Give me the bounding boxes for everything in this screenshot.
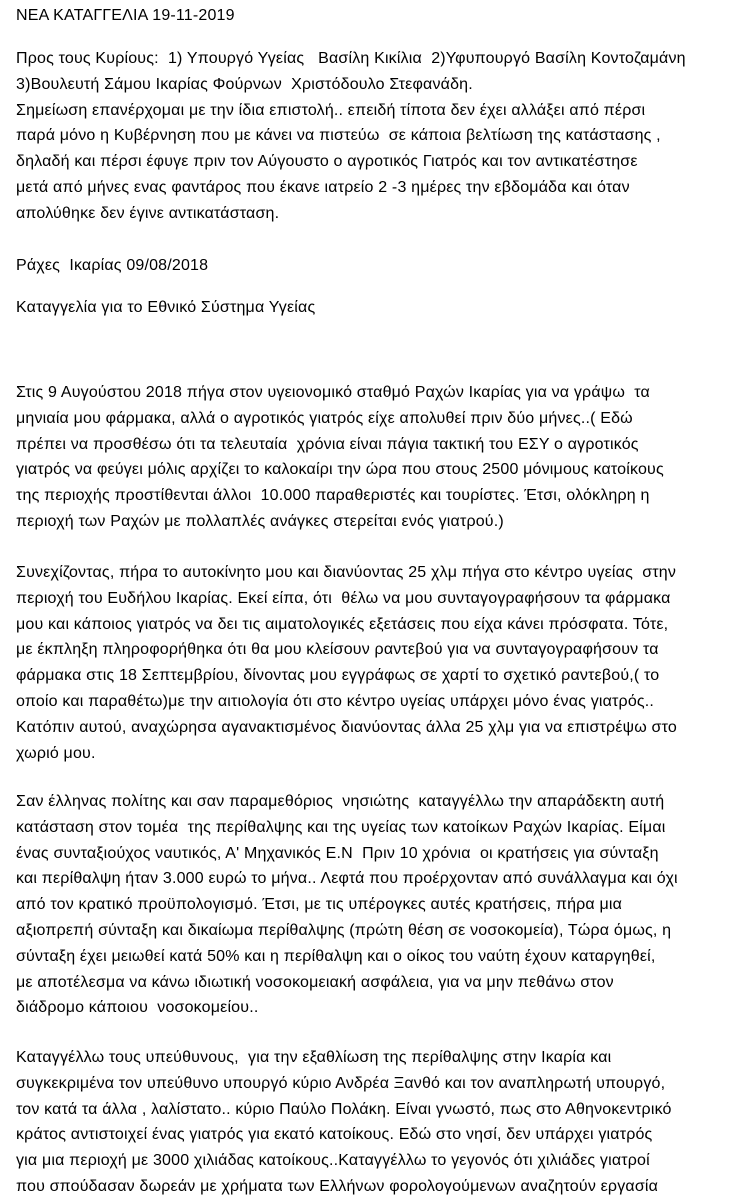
paragraph-line: που σπούδασαν δωρεάν με χρήματα των Ελλήνων φορολογούμενων αναζητούν εργασία — [16, 1177, 659, 1195]
addressees-block — [16, 46, 686, 227]
note-line: Σημείωση επανέρχομαι με την ίδια επιστολή.. επειδή τίποτα δεν έχει αλλάξει από πέρσι — [16, 101, 646, 119]
paragraph-line: Σαν έλληνας πολίτης και σαν παραμεθόριος νησιώτης καταγγέλλω την απαράδεκτη αυτή — [16, 793, 665, 810]
note-line: δηλαδή και πέρσι έφυγε πριν τον Αύγουστο ο αγροτικός Γιατρός και τον αντικατέστησε — [16, 153, 638, 171]
paragraph — [16, 560, 677, 766]
paragraph-line: συγκεκριμένα τον υπεύθυνο υπουργό κύριο Ανδρέα Ξανθό και τον αναπληρωτή υπουργό, — [16, 1074, 666, 1092]
letter-date: Ράχες Ικαρίας 09/08/2018 — [16, 257, 209, 274]
paragraph-line: της περιοχής προστίθενται άλλοι 10.000 παραθεριστές και τουρίστες. Έτσι, ολόκληρη η — [16, 487, 650, 505]
paragraph-line: αξιοπρεπή σύνταξη και δικαίωμα περίθαλψης (πρώτη θέση σε νοσοκομεία), Τώρα όμως, η — [16, 921, 672, 939]
paragraph — [16, 789, 678, 1021]
document-title: ΝΕΑ ΚΑΤΑΓΓΕΛΙΑ 19-11-2019 — [16, 7, 235, 24]
paragraph-line: πρέπει να προσθέσω ότι τα τελευταία χρόνια είναι πάγια τακτική του ΕΣΥ ο αγροτικός — [16, 435, 639, 453]
paragraph-line: Συνεχίζοντας, πήρα το αυτοκίνητο μου και διανύοντας 25 χλμ πήγα στο κέντρο υγείας στην — [16, 564, 677, 581]
paragraph — [16, 1045, 672, 1200]
paragraph-line: με έκπληξη πληροφορήθηκα ότι θα μου κλείσουν ραντεβού για να συνταγογραφήσουν τα — [16, 641, 659, 659]
paragraph-line: Καταγγέλλω τους υπεύθυνους, για την εξαθλίωση της περίθαλψης στην Ικαρία και — [16, 1049, 612, 1066]
paragraph-line: περιοχή του Ευδήλου Ικαρίας. Εκεί είπα, ότι θέλω να μου συνταγογραφήσουν τα φάρμακα — [16, 589, 671, 607]
paragraph-line: περιοχή των Ραχών με πολλαπλές ανάγκες στερείται ενός γιατρού.) — [16, 512, 504, 530]
paragraph-line: σύνταξη έχει μειωθεί κατά 50% και η περίθαλψη και ο οίκος του ναύτη έχουν καταργηθεί, — [16, 947, 656, 965]
paragraph-line: Κατόπιν αυτού, αναχώρησα αγανακτισμένος διανύοντας άλλα 25 χλμ για να επιστρέψω στο — [16, 718, 677, 736]
addressees-line: Προς τους Κυρίους: 1) Υπουργό Υγείας Βασίλη Κικίλια 2)Υφυπουργό Βασίλη Κοντοζαμάνη — [16, 50, 686, 67]
paragraph-line: μου και κάποιος γιατρός να δει τις αιματολογικές εξετάσεις που είχα κάνει πρόσφατα. Τότε, — [16, 615, 669, 633]
paragraph-line: γιατρός να φεύγει μόλις αρχίζει το καλοκαίρι την ώρα που στους 2500 μόνιμους κατοίκους — [16, 461, 664, 479]
paragraph-line: και περίθαλψη ήταν 3.000 ευρώ το μήνα.. Λεφτά που προέρχονταν από συνάλλαγμα και όχι — [16, 870, 678, 888]
paragraph-line: Στις 9 Αυγούστου 2018 πήγα στον υγειονομικό σταθμό Ραχών Ικαρίας για να γράψω τα — [16, 384, 650, 401]
paragraph — [16, 380, 664, 535]
paragraph-line: χωριό μου. — [16, 744, 96, 762]
paragraph-line: για μια περιοχή με 3000 χιλιάδας κατοίκους..Καταγγέλλω το γεγονός ότι χιλιάδες γιατροί — [16, 1152, 650, 1170]
paragraph-line: κατάσταση στον τομέα της περίθαλψης και της υγείας των κατοίκων Ραχών Ικαρίας. Είμαι — [16, 818, 666, 836]
letter-subject: Καταγγελία για το Εθνικό Σύστημα Υγείας — [16, 299, 316, 316]
note-line: μετά από μήνες ενας φαντάρος που έκανε ιατρείο 2 -3 ημέρες την εβδομάδα και όταν — [16, 178, 630, 196]
paragraph-line: από τον κρατικό προϋπολογισμό. Έτσι, με τις υπέρογκες αυτές κρατήσεις, πήρα μια — [16, 896, 623, 914]
paragraph-line: τον κατά τα άλλα , λαλίστατο.. κύριο Παύλο Πολάκη. Είναι γνωστό, πως στο Αθηνοκεντρικό — [16, 1100, 672, 1118]
note-line: παρά μόνο η Κυβέρνηση που με κάνει να πιστεύω σε κάποια βελτίωση της κατάστασης , — [16, 127, 661, 145]
note-line: απολύθηκε δεν έγινε αντικατάσταση. — [16, 204, 280, 222]
paragraph-line: μηνιαία μου φάρμακα, αλλά ο αγροτικός γιατρός είχε απολυθεί πριν δύο μήνες..( Εδώ — [16, 409, 633, 427]
document-page — [16, 0, 751, 1200]
paragraph-line: διάδρομο κάποιου νοσοκομείου.. — [16, 999, 259, 1017]
paragraph-line: με αποτέλεσμα να κάνω ιδιωτική νοσοκομειακή ασφάλεια, για να μην πεθάνω στον — [16, 973, 614, 991]
addressees-line: 3)Βουλευτή Σάμου Ικαρίας Φούρνων Χριστόδουλο Στεφανάδη. — [16, 75, 473, 93]
paragraph-line: ένας συνταξιούχος ναυτικός, Α' Μηχανικός Ε.Ν Πριν 10 χρόνια οι κρατήσεις για σύνταξη — [16, 844, 659, 862]
paragraph-line: κράτος αντιστοιχεί ένας γιατρός για εκατό κατοίκους. Εδώ στο νησί, δεν υπάρχει γιατρός — [16, 1126, 653, 1144]
paragraph-line: φάρμακα στις 18 Σεπτεμβρίου, δίνοντας μου εγγράφως σε χαρτί το σχετικό ραντεβού,( το — [16, 667, 660, 685]
paragraph-line: οποίο και παραθέτω)με την αιτιολογία ότι στο κέντρο υγείας υπάρχει μόνο ένας γιατρός.. — [16, 692, 655, 710]
